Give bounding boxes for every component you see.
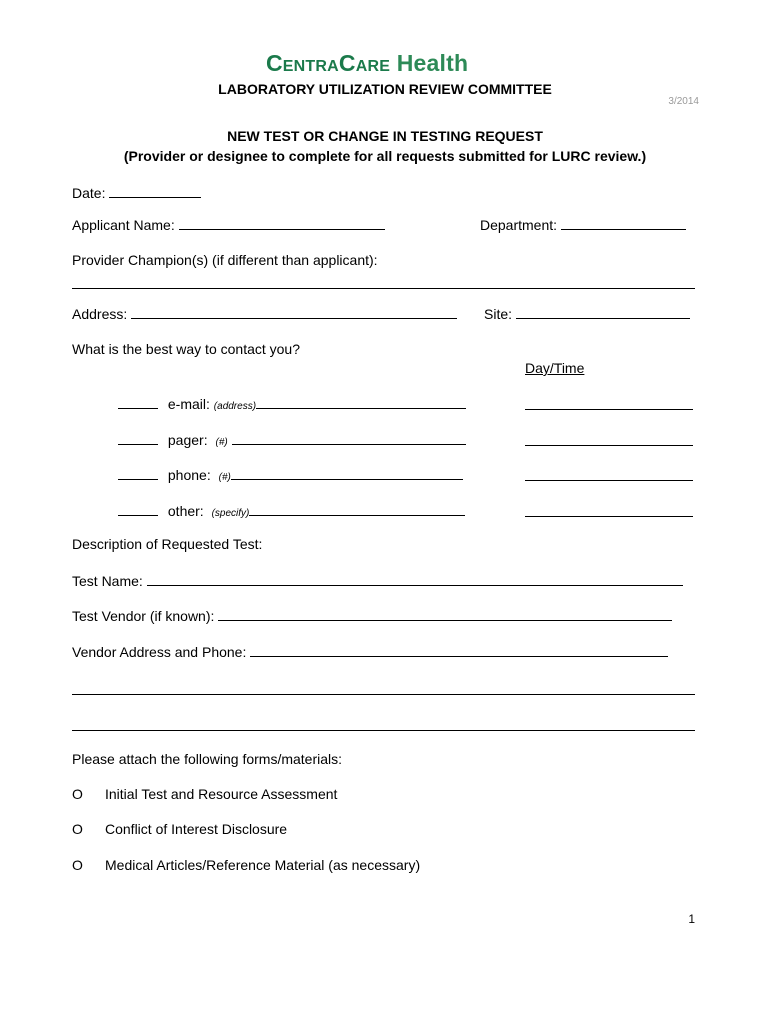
email-blank[interactable] (256, 395, 466, 409)
other-hint: (specify) (211, 508, 250, 519)
pager-daytime-line[interactable] (525, 445, 693, 446)
date-blank[interactable] (109, 184, 201, 198)
other-blank[interactable] (249, 502, 465, 516)
vendor-address-line-2[interactable] (72, 694, 695, 695)
department-field[interactable] (480, 216, 686, 233)
daytime-header: Day/Time (525, 360, 585, 376)
circle-bullet-icon[interactable]: O (72, 821, 83, 837)
site-label: Site: (484, 306, 513, 322)
attachment-item[interactable] (72, 786, 338, 802)
date-field[interactable] (72, 184, 201, 201)
address-blank[interactable] (131, 305, 457, 319)
phone-check-blank[interactable] (118, 466, 158, 480)
phone-hint: (#) (218, 472, 231, 483)
vendor-field[interactable] (72, 607, 672, 624)
applicant-label: Applicant Name: (72, 217, 175, 233)
pager-blank[interactable] (232, 431, 466, 445)
site-blank[interactable] (516, 305, 690, 319)
vendor-address-label: Vendor Address and Phone: (72, 644, 247, 660)
centracare-logo (266, 50, 468, 77)
email-daytime-line[interactable] (525, 409, 693, 410)
attachment-item[interactable] (72, 821, 288, 837)
test-name-blank[interactable] (147, 572, 683, 586)
pager-check-blank[interactable] (118, 431, 158, 445)
logo-text: CentraCare (266, 50, 391, 76)
applicant-field[interactable] (72, 216, 385, 233)
vendor-address-blank[interactable] (250, 643, 668, 657)
email-hint: (address) (213, 401, 257, 412)
vendor-blank[interactable] (218, 607, 672, 621)
phone-label: phone: (167, 467, 211, 483)
attachment-item[interactable] (72, 857, 421, 873)
date-label: Date: (72, 185, 106, 201)
address-field[interactable] (72, 305, 457, 322)
contact-question: What is the best way to contact you? (72, 341, 301, 357)
phone-blank[interactable] (231, 466, 463, 480)
other-daytime-line[interactable] (525, 516, 693, 517)
form-subtitle: (Provider or designee to complete for all requests submitted for LURC review.) (123, 148, 647, 164)
address-label: Address: (72, 306, 128, 322)
logo-health-text: Health (396, 50, 469, 76)
vendor-address-field[interactable] (72, 643, 668, 660)
email-label: e-mail: (167, 396, 210, 412)
other-label: other: (167, 503, 204, 519)
attachments-intro: Please attach the following forms/materials: (72, 751, 343, 767)
site-field[interactable] (484, 305, 690, 322)
department-blank[interactable] (561, 216, 686, 230)
description-label: Description of Requested Test: (72, 536, 263, 552)
pager-label: pager: (167, 432, 208, 448)
phone-daytime-line[interactable] (525, 480, 693, 481)
other-check-blank[interactable] (118, 502, 158, 516)
attachment-label: Medical Articles/Reference Material (as necessary) (105, 857, 421, 873)
contact-row-phone[interactable] (118, 466, 463, 483)
champion-line[interactable] (72, 288, 695, 289)
page-number: 1 (688, 912, 695, 926)
test-name-field[interactable] (72, 572, 683, 589)
contact-row-email[interactable] (118, 395, 466, 412)
form-title: NEW TEST OR CHANGE IN TESTING REQUEST (227, 128, 543, 144)
contact-row-other[interactable] (118, 502, 465, 519)
email-check-blank[interactable] (118, 395, 158, 409)
circle-bullet-icon[interactable]: O (72, 857, 83, 873)
applicant-blank[interactable] (179, 216, 385, 230)
attachment-label: Conflict of Interest Disclosure (105, 821, 288, 837)
pager-hint: (#) (215, 437, 228, 448)
contact-row-pager[interactable] (118, 431, 466, 448)
vendor-address-line-3[interactable] (72, 730, 695, 731)
attachment-label: Initial Test and Resource Assessment (105, 786, 338, 802)
vendor-label: Test Vendor (if known): (72, 608, 215, 624)
circle-bullet-icon[interactable]: O (72, 786, 83, 802)
committee-heading: LABORATORY UTILIZATION REVIEW COMMITTEE (218, 81, 552, 97)
test-name-label: Test Name: (72, 573, 143, 589)
revision-date: 3/2014 (668, 96, 699, 107)
champion-label: Provider Champion(s) (if different than applicant): (72, 252, 378, 268)
department-label: Department: (480, 217, 558, 233)
